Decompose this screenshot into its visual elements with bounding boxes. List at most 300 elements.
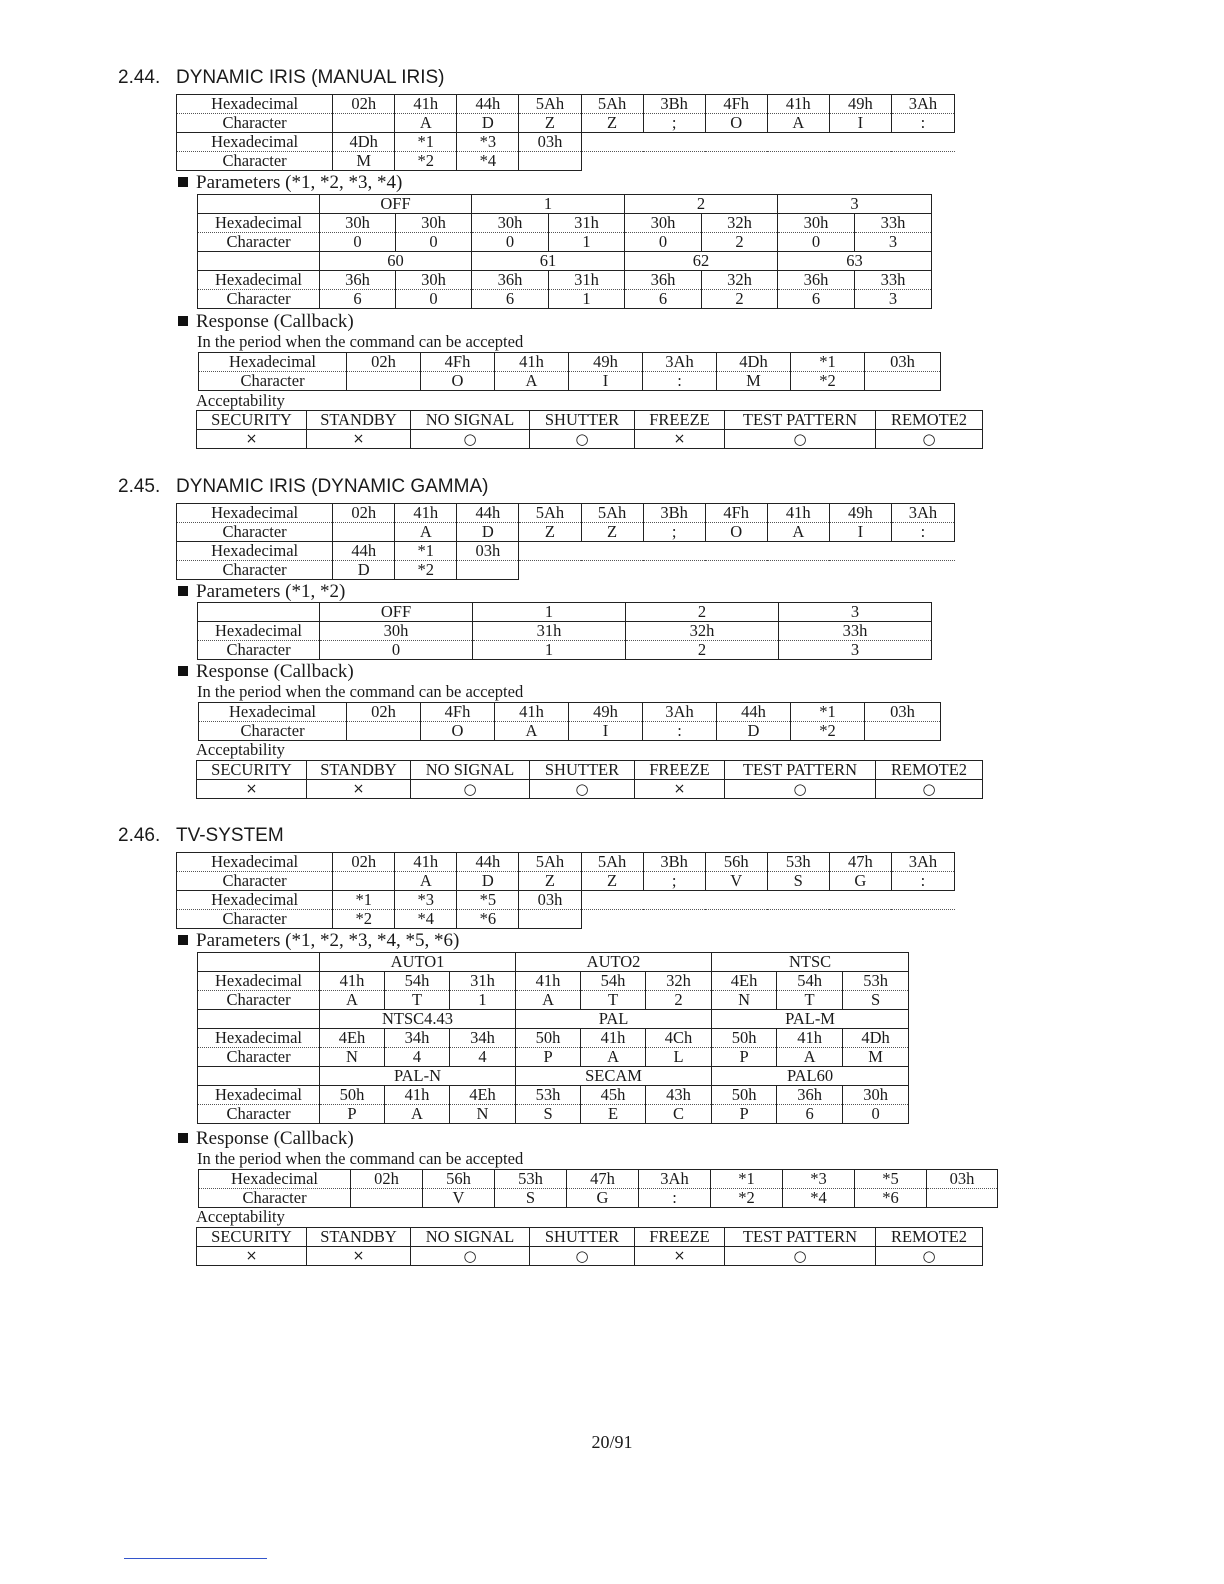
param-header: OFF — [320, 195, 472, 214]
row-label: Character — [177, 872, 333, 891]
char-cell: 6 — [625, 290, 702, 309]
char-cell: 1 — [549, 233, 625, 252]
hex-cell: 53h — [767, 853, 829, 872]
hex-cell: 02h — [351, 1170, 423, 1189]
circle-icon: ○ — [725, 1247, 876, 1266]
hex-cell: 41h — [395, 95, 457, 114]
char-cell: G — [829, 872, 891, 891]
param-header: 3 — [778, 195, 932, 214]
char-cell: A — [385, 1105, 450, 1124]
hex-cell: 03h — [865, 353, 941, 372]
char-cell: 2 — [702, 233, 778, 252]
char-cell: *2 — [791, 372, 865, 391]
hex-cell: 56h — [423, 1170, 495, 1189]
char-cell: Z — [519, 114, 581, 133]
char-cell: M — [333, 152, 395, 171]
char-cell: I — [569, 722, 643, 741]
cross-icon: × — [197, 780, 307, 799]
char-cell: A — [320, 991, 385, 1010]
hex-cell: 30h — [396, 214, 472, 233]
char-cell: A — [777, 1048, 843, 1067]
accept-header: SHUTTER — [530, 761, 635, 780]
response-note: In the period when the command can be accepted — [197, 682, 524, 701]
char-cell: 0 — [472, 233, 549, 252]
char-cell: L — [646, 1048, 712, 1067]
footer-rule — [124, 1558, 267, 1559]
cross-icon: × — [635, 1247, 725, 1266]
hex-cell: 5Ah — [519, 504, 581, 523]
hex-cell: 47h — [829, 853, 891, 872]
hex-cell: 36h — [625, 271, 702, 290]
hex-cell: 3Ah — [891, 95, 954, 114]
response-heading: Response (Callback) — [178, 1129, 354, 1149]
hex-cell: 30h — [843, 1086, 909, 1105]
char-cell: O — [421, 722, 495, 741]
char-cell: A — [395, 523, 457, 542]
hex-cell: 53h — [495, 1170, 567, 1189]
hex-cell: 30h — [778, 214, 855, 233]
hex-cell: 34h — [385, 1029, 450, 1048]
accept-header: REMOTE2 — [876, 761, 983, 780]
row-label: Character — [199, 372, 347, 391]
hex-cell: 4Eh — [712, 972, 777, 991]
hex-cell: 5Ah — [519, 95, 581, 114]
hex-cell: 44h — [717, 703, 791, 722]
char-cell: *2 — [333, 910, 395, 929]
hex-cell: 4Dh — [843, 1029, 909, 1048]
char-cell: 3 — [855, 233, 932, 252]
hex-cell: 41h — [777, 1029, 843, 1048]
circle-icon: ○ — [876, 1247, 983, 1266]
accept-header: REMOTE2 — [876, 1228, 983, 1247]
cross-icon: × — [197, 1247, 307, 1266]
hex-cell: 30h — [320, 214, 396, 233]
hex-cell: 41h — [495, 703, 569, 722]
cross-icon: × — [307, 780, 411, 799]
response-table — [198, 702, 941, 741]
accept-header: SHUTTER — [530, 1228, 635, 1247]
char-cell: C — [646, 1105, 712, 1124]
hex-cell: *1 — [791, 353, 865, 372]
hex-cell: *1 — [395, 542, 457, 561]
row-label: Character — [177, 152, 333, 171]
char-cell: V — [423, 1189, 495, 1208]
row-label: Hexadecimal — [199, 1170, 351, 1189]
accept-header: SECURITY — [197, 411, 307, 430]
bullet-square-icon — [178, 177, 188, 187]
hex-cell: 56h — [705, 853, 767, 872]
char-cell: M — [843, 1048, 909, 1067]
row-label: Hexadecimal — [198, 271, 320, 290]
row-label: Hexadecimal — [199, 353, 347, 372]
char-cell: P — [712, 1105, 777, 1124]
char-cell: *2 — [395, 561, 457, 580]
row-label: Character — [198, 641, 320, 660]
acceptability-label: Acceptability — [196, 391, 285, 410]
accept-header: TEST PATTERN — [725, 1228, 876, 1247]
row-label: Hexadecimal — [177, 542, 333, 561]
accept-header: STANDBY — [307, 411, 411, 430]
hex-cell: 4Fh — [421, 703, 495, 722]
row-label: Hexadecimal — [177, 95, 333, 114]
hex-cell: 33h — [855, 214, 932, 233]
bullet-square-icon — [178, 666, 188, 676]
param-header: 1 — [473, 603, 626, 622]
hex-cell: 49h — [829, 95, 891, 114]
circle-icon: ○ — [530, 780, 635, 799]
circle-icon: ○ — [876, 430, 983, 449]
param-header: 2 — [626, 603, 779, 622]
hex-cell: 49h — [569, 703, 643, 722]
parameters-table — [197, 194, 932, 309]
hex-cell: 41h — [767, 95, 829, 114]
hex-cell: 4Eh — [450, 1086, 516, 1105]
char-cell: A — [767, 114, 829, 133]
accept-header: FREEZE — [635, 761, 725, 780]
char-cell: Z — [581, 523, 643, 542]
hex-cell: 03h — [457, 542, 519, 561]
char-cell: Z — [519, 523, 581, 542]
param-header: PAL-M — [712, 1010, 909, 1029]
char-cell: T — [777, 991, 843, 1010]
response-note: In the period when the command can be accepted — [197, 332, 524, 351]
param-header: PAL60 — [712, 1067, 909, 1086]
char-cell: I — [829, 114, 891, 133]
char-cell: 6 — [472, 290, 549, 309]
char-cell: A — [395, 872, 457, 891]
param-header: 62 — [625, 252, 778, 271]
char-cell: G — [567, 1189, 639, 1208]
accept-header: TEST PATTERN — [725, 761, 876, 780]
char-cell: O — [421, 372, 495, 391]
acceptability-table — [196, 760, 983, 799]
cross-icon: × — [307, 430, 411, 449]
param-header: 2 — [625, 195, 778, 214]
char-cell: : — [639, 1189, 711, 1208]
circle-icon: ○ — [411, 430, 530, 449]
bullet-square-icon — [178, 316, 188, 326]
hex-cell: 3Ah — [643, 353, 717, 372]
row-label: Hexadecimal — [199, 703, 347, 722]
hex-cell: 33h — [855, 271, 932, 290]
hex-cell: 31h — [549, 214, 625, 233]
char-cell: 0 — [320, 641, 473, 660]
parameters-heading: Parameters (*1, *2, *3, *4) — [178, 173, 402, 193]
cross-icon: × — [197, 430, 307, 449]
section-title: DYNAMIC IRIS (DYNAMIC GAMMA) — [176, 476, 489, 497]
command-table — [176, 503, 955, 580]
hex-cell: 32h — [702, 271, 778, 290]
hex-cell: 50h — [712, 1086, 777, 1105]
hex-cell: 5Ah — [581, 504, 643, 523]
hex-cell: 53h — [843, 972, 909, 991]
row-label: Character — [177, 523, 333, 542]
hex-cell: 02h — [333, 95, 395, 114]
hex-cell: 32h — [702, 214, 778, 233]
accept-header: FREEZE — [635, 1228, 725, 1247]
acceptability-label: Acceptability — [196, 1207, 285, 1226]
hex-cell: 54h — [385, 972, 450, 991]
char-cell: 0 — [320, 233, 396, 252]
response-heading: Response (Callback) — [178, 662, 354, 682]
param-header: AUTO1 — [320, 953, 516, 972]
char-cell: D — [333, 561, 395, 580]
hex-cell: 30h — [320, 622, 473, 641]
circle-icon: ○ — [411, 780, 530, 799]
hex-cell: *1 — [333, 891, 395, 910]
hex-cell: 4Ch — [646, 1029, 712, 1048]
hex-cell: *3 — [457, 133, 519, 152]
row-label: Character — [199, 1189, 351, 1208]
char-cell: *4 — [783, 1189, 855, 1208]
char-cell: S — [843, 991, 909, 1010]
response-table — [198, 1169, 998, 1208]
param-header: PAL-N — [320, 1067, 516, 1086]
hex-cell: 44h — [457, 853, 519, 872]
char-cell: 3 — [855, 290, 932, 309]
row-label: Character — [198, 1048, 320, 1067]
hex-cell: 4Eh — [320, 1029, 385, 1048]
response-table — [198, 352, 941, 391]
circle-icon: ○ — [530, 430, 635, 449]
hex-cell: 50h — [712, 1029, 777, 1048]
hex-cell: *5 — [457, 891, 519, 910]
hex-cell: 41h — [516, 972, 581, 991]
char-cell: 1 — [473, 641, 626, 660]
char-cell: *6 — [457, 910, 519, 929]
hex-cell: 3Ah — [643, 703, 717, 722]
char-cell: T — [581, 991, 646, 1010]
char-cell: 6 — [320, 290, 396, 309]
hex-cell: 4Dh — [717, 353, 791, 372]
char-cell: P — [320, 1105, 385, 1124]
char-cell: ; — [643, 523, 705, 542]
hex-cell: *5 — [855, 1170, 927, 1189]
section-heading-2-45 — [118, 477, 488, 497]
hex-cell: *1 — [711, 1170, 783, 1189]
hex-cell: 3Bh — [643, 95, 705, 114]
section-title: TV-SYSTEM — [176, 825, 284, 846]
accept-header: SHUTTER — [530, 411, 635, 430]
char-cell: 0 — [396, 290, 472, 309]
row-label: Character — [198, 233, 320, 252]
char-cell — [865, 722, 941, 741]
accept-header: STANDBY — [307, 761, 411, 780]
row-label: Hexadecimal — [177, 891, 333, 910]
hex-cell: 36h — [320, 271, 396, 290]
accept-header: NO SIGNAL — [411, 411, 530, 430]
char-cell: A — [495, 722, 569, 741]
hex-cell: 36h — [777, 1086, 843, 1105]
char-cell: *2 — [791, 722, 865, 741]
char-cell — [333, 114, 395, 133]
char-cell — [927, 1189, 998, 1208]
char-cell: P — [516, 1048, 581, 1067]
char-cell: 6 — [778, 290, 855, 309]
char-cell: A — [581, 1048, 646, 1067]
char-cell: I — [829, 523, 891, 542]
row-label: Hexadecimal — [198, 622, 320, 641]
char-cell: D — [717, 722, 791, 741]
char-cell: Z — [581, 114, 643, 133]
char-cell: 1 — [450, 991, 516, 1010]
bullet-square-icon — [178, 586, 188, 596]
hex-cell: 5Ah — [581, 853, 643, 872]
command-table — [176, 94, 955, 171]
row-label: Character — [177, 561, 333, 580]
parameters-heading: Parameters (*1, *2, *3, *4, *5, *6) — [178, 931, 459, 951]
param-header: 60 — [320, 252, 472, 271]
row-label: Character — [177, 114, 333, 133]
section-number: 2.46. — [118, 825, 161, 846]
cross-icon: × — [307, 1247, 411, 1266]
accept-header: REMOTE2 — [876, 411, 983, 430]
char-cell: Z — [581, 872, 643, 891]
parameters-heading: Parameters (*1, *2) — [178, 582, 345, 602]
circle-icon: ○ — [411, 1247, 530, 1266]
hex-cell: 49h — [829, 504, 891, 523]
param-header: PAL — [516, 1010, 712, 1029]
response-heading: Response (Callback) — [178, 312, 354, 332]
hex-cell: 33h — [779, 622, 932, 641]
hex-cell: 3Ah — [891, 853, 954, 872]
cross-icon: × — [635, 430, 725, 449]
hex-cell: 30h — [472, 214, 549, 233]
param-header: OFF — [320, 603, 473, 622]
char-cell: *6 — [855, 1189, 927, 1208]
char-cell — [457, 561, 519, 580]
hex-cell: 54h — [581, 972, 646, 991]
char-cell: O — [705, 114, 767, 133]
hex-cell: 41h — [767, 504, 829, 523]
hex-cell: 3Bh — [643, 853, 705, 872]
hex-cell: 53h — [516, 1086, 581, 1105]
char-cell: Z — [519, 872, 581, 891]
char-cell: S — [767, 872, 829, 891]
command-table — [176, 852, 955, 929]
char-cell: 1 — [549, 290, 625, 309]
char-cell: M — [717, 372, 791, 391]
hex-cell: 44h — [333, 542, 395, 561]
param-header: 61 — [472, 252, 625, 271]
hex-cell: 31h — [450, 972, 516, 991]
hex-cell: 30h — [625, 214, 702, 233]
hex-cell: 5Ah — [519, 853, 581, 872]
char-cell: A — [395, 114, 457, 133]
hex-cell: 3Ah — [639, 1170, 711, 1189]
char-cell: E — [581, 1105, 646, 1124]
accept-header: NO SIGNAL — [411, 761, 530, 780]
cross-icon: × — [635, 780, 725, 799]
char-cell: 2 — [646, 991, 712, 1010]
hex-cell: 36h — [472, 271, 549, 290]
acceptability-label: Acceptability — [196, 740, 285, 759]
accept-header: SECURITY — [197, 761, 307, 780]
param-header: NTSC4.43 — [320, 1010, 516, 1029]
row-label: Character — [198, 1105, 320, 1124]
hex-cell: 44h — [457, 95, 519, 114]
parameters-table — [197, 602, 932, 660]
row-label: Hexadecimal — [198, 214, 320, 233]
row-label: Hexadecimal — [177, 133, 333, 152]
accept-header: FREEZE — [635, 411, 725, 430]
section-number: 2.44. — [118, 67, 161, 88]
char-cell: 0 — [396, 233, 472, 252]
char-cell — [347, 722, 421, 741]
hex-cell: *1 — [395, 133, 457, 152]
param-header: 3 — [779, 603, 932, 622]
hex-cell: 43h — [646, 1086, 712, 1105]
char-cell: T — [385, 991, 450, 1010]
hex-cell: 3Bh — [643, 504, 705, 523]
circle-icon: ○ — [876, 780, 983, 799]
row-label: Hexadecimal — [177, 504, 333, 523]
row-label: Hexadecimal — [198, 1086, 320, 1105]
char-cell: ; — [643, 872, 705, 891]
hex-cell: 4Fh — [705, 504, 767, 523]
hex-cell: 02h — [333, 504, 395, 523]
hex-cell: 5Ah — [581, 95, 643, 114]
char-cell: V — [705, 872, 767, 891]
row-label: Hexadecimal — [177, 853, 333, 872]
param-header: NTSC — [712, 953, 909, 972]
char-cell: A — [767, 523, 829, 542]
char-cell: *2 — [395, 152, 457, 171]
bullet-square-icon — [178, 1133, 188, 1143]
char-cell: N — [320, 1048, 385, 1067]
char-cell: A — [516, 991, 581, 1010]
row-label: Character — [198, 290, 320, 309]
section-heading-2-44 — [118, 68, 445, 88]
param-header: AUTO2 — [516, 953, 712, 972]
hex-cell: 3Ah — [891, 504, 954, 523]
hex-cell: 45h — [581, 1086, 646, 1105]
acceptability-table — [196, 1227, 983, 1266]
response-note: In the period when the command can be accepted — [197, 1149, 524, 1168]
param-header: SECAM — [516, 1067, 712, 1086]
char-cell: P — [712, 1048, 777, 1067]
char-cell: D — [457, 114, 519, 133]
char-cell — [333, 872, 395, 891]
hex-cell: 02h — [333, 853, 395, 872]
accept-header: STANDBY — [307, 1228, 411, 1247]
char-cell: *4 — [395, 910, 457, 929]
param-header: 63 — [778, 252, 932, 271]
hex-cell: 4Dh — [333, 133, 395, 152]
char-cell: : — [643, 722, 717, 741]
accept-header: SECURITY — [197, 1228, 307, 1247]
row-label: Hexadecimal — [198, 972, 320, 991]
char-cell: 0 — [843, 1105, 909, 1124]
param-header: 1 — [472, 195, 625, 214]
hex-cell: 30h — [396, 271, 472, 290]
accept-header: NO SIGNAL — [411, 1228, 530, 1247]
char-cell — [351, 1189, 423, 1208]
char-cell: : — [891, 114, 954, 133]
char-cell: *2 — [711, 1189, 783, 1208]
hex-cell: 47h — [567, 1170, 639, 1189]
hex-cell: *1 — [791, 703, 865, 722]
hex-cell: 41h — [395, 504, 457, 523]
hex-cell: 03h — [927, 1170, 998, 1189]
hex-cell: 4Fh — [421, 353, 495, 372]
hex-cell: 41h — [385, 1086, 450, 1105]
char-cell: 2 — [702, 290, 778, 309]
hex-cell: 03h — [865, 703, 941, 722]
hex-cell: 34h — [450, 1029, 516, 1048]
char-cell: *4 — [457, 152, 519, 171]
hex-cell: 02h — [347, 353, 421, 372]
